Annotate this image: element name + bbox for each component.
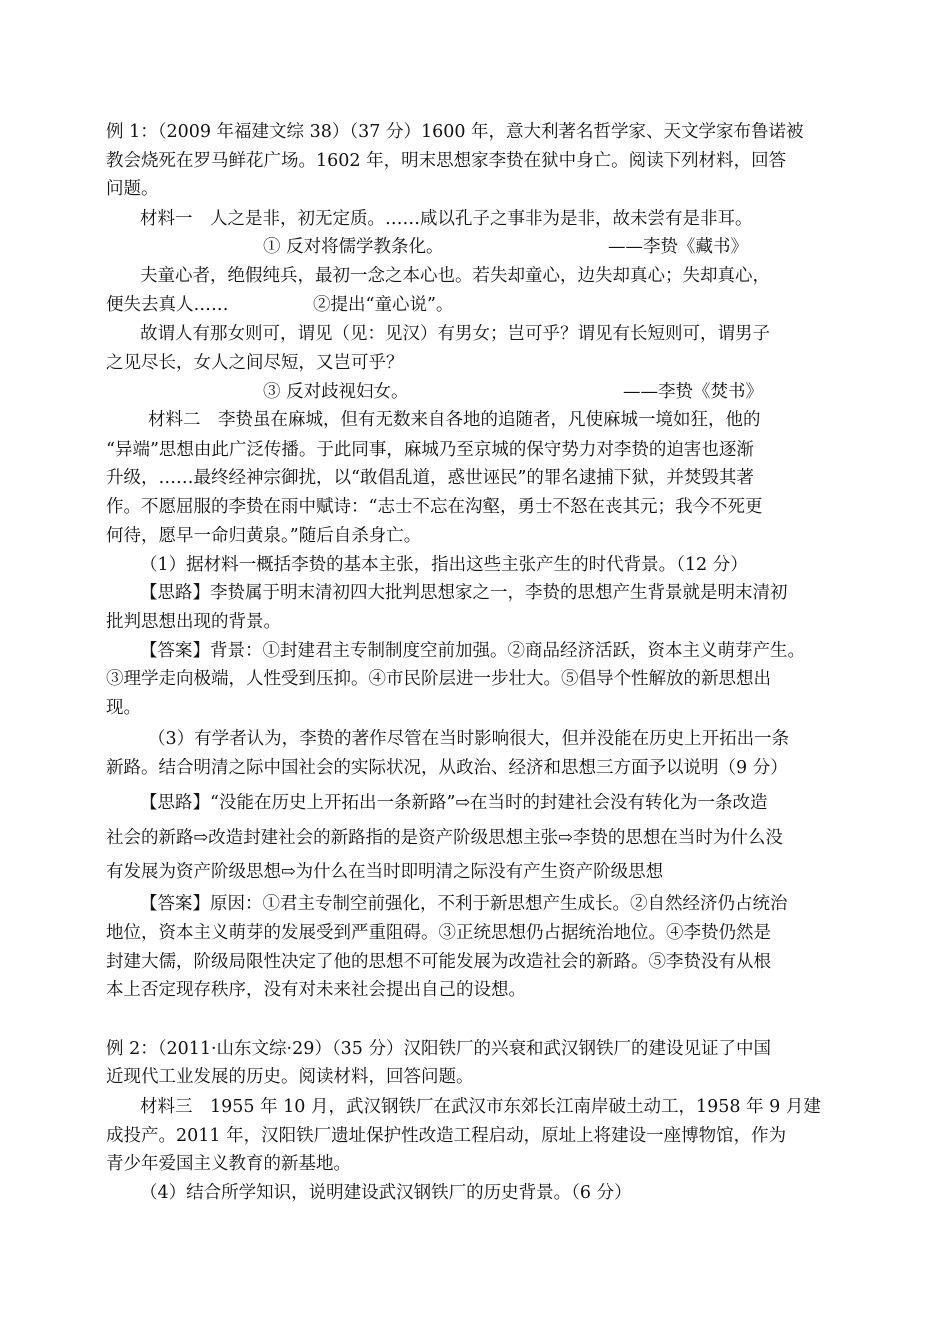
q3-answer-line: 地位，资本主义萌芽的发展受到严重阻碍。③正统思想仍占据统治地位。④李贽仍然是 [106,923,771,943]
material1-note: ②提出“童心说”。 [313,295,454,315]
example1-intro-line: 例 1：（2009 年福建文综 38）（37 分）1600 年，意大利著名哲学家、天文学家布鲁诺被 [106,122,804,142]
material1-line: 材料一 人之是非，初无定质。……咸以孔子之事非为是非，故未尝有是非耳。 [140,209,753,229]
material2-line: 何待，愿早一命归黄泉。”随后自杀身亡。 [106,526,422,546]
material1-line: 之见尽长，女人之间尽短，又岂可乎？ [106,353,404,373]
example2-intro-line: 近现代工业发展的历史。阅读材料，回答问题。 [106,1067,474,1087]
example2-intro-line: 例 2：（2011·山东文综·29）（35 分）汉阳铁厂的兴衰和武汉钢铁厂的建设见证了中国 [106,1039,771,1059]
material1-source: ——李贽《藏书》 [608,237,748,257]
q1-answer-line: 【答案】背景：①封建君主专制制度空前加强。②商品经济活跃，资本主义萌芽产生。 [140,641,805,661]
q1-answer-line: 现。 [106,698,141,718]
material3-line: 材料三 1955 年 10 月，武汉钢铁厂在武汉市东郊长江南岸破土动工，1958 年 9 月建 [140,1097,821,1117]
q1-idea-line: 批判思想出现的背景。 [106,612,281,632]
material2-line: 材料二 李贽虽在麻城，但有无数来自各地的追随者，凡使麻城一境如狂，他的 [148,410,761,430]
q3-answer-line: 【答案】原因：①君主专制空前强化，不利于新思想产生成长。②自然经济仍占统治 [140,894,788,914]
q3-answer-line: 本上否定现存秩序，没有对未来社会提出自己的设想。 [106,980,526,1000]
material2-line: 升级，……最终经神宗御扰，以“敢倡乱道，惑世诬民”的罪名逮捕下狱，并焚毁其著 [106,468,754,488]
q3-answer-line: 封建大儒，阶级局限性决定了他的思想不可能发展为改造社会的新路。⑤李贽没有从根 [106,952,771,972]
material3-line: 成投产。2011 年，汉阳铁厂遗址保护性改造工程启动，原址上将建设一座博物馆，作为 [106,1126,787,1146]
example1-intro-line: 问题。 [106,179,159,199]
question-1: （1）据材料一概括李贽的基本主张，指出这些主张产生的时代背景。（12 分） [140,555,748,575]
material1-source: ——李贽《焚书》 [623,382,763,402]
material2-line: 作。不愿屈服的李贽在雨中赋诗：“志士不忘在沟壑，勇士不怒在丧其元；我今不死更 [106,497,763,517]
q1-idea-line: 【思路】李贽属于明末清初四大批判思想家之一，李贽的思想产生背景就是明末清初 [140,583,788,603]
q3-idea-line: 【思路】“没能在历史上开拓出一条新路”⇨在当时的封建社会没有转化为一条改造 [140,793,768,813]
material1-note: ③ 反对歧视妇女。 [263,382,409,402]
material1-line: 夫童心者，绝假纯兵，最初一念之本心也。若失却童心，边失却真心；失却真心， [140,266,770,286]
example1-intro-line: 教会烧死在罗马鲜花广场。1602 年，明末思想家李贽在狱中身亡。阅读下列材料，回答 [106,151,787,171]
q3-idea-line: 有发展为资产阶级思想⇨为什么在当时即明清之际没有产生资产阶级思想 [106,862,664,882]
question-3-line: 新路。结合明清之际中国社会的实际状况，从政治、经济和思想三方面予以说明（9 分） [106,758,788,778]
material1-line: 便失去真人…… [106,295,229,315]
q1-answer-line: ③理学走向极端，人性受到压抑。④市民阶层进一步壮大。⑤倡导个性解放的新思想出 [106,669,771,689]
q3-idea-line: 社会的新路⇨改造封建社会的新路指的是资产阶级思想主张⇨李贽的思想在当时为什么没 [106,828,783,848]
material2-line: “异端”思想由此广泛传播。于此同事，麻城乃至京城的保守势力对李贽的迫害也逐渐 [106,440,754,460]
material1-note: ① 反对将儒学教条化。 [263,237,444,257]
material3-line: 青少年爱国主义教育的新基地。 [106,1154,351,1174]
question-3-line: （3）有学者认为，李贽的著作尽管在当时影响很大，但并没能在历史上开拓出一条 [148,729,790,749]
material1-line: 故谓人有那女则可，谓见（见：见汉）有男女；岂可乎？谓见有长短则可，谓男子 [140,324,770,344]
question-4: （4）结合所学知识，说明建设武汉钢铁厂的历史背景。（6 分） [140,1183,632,1203]
